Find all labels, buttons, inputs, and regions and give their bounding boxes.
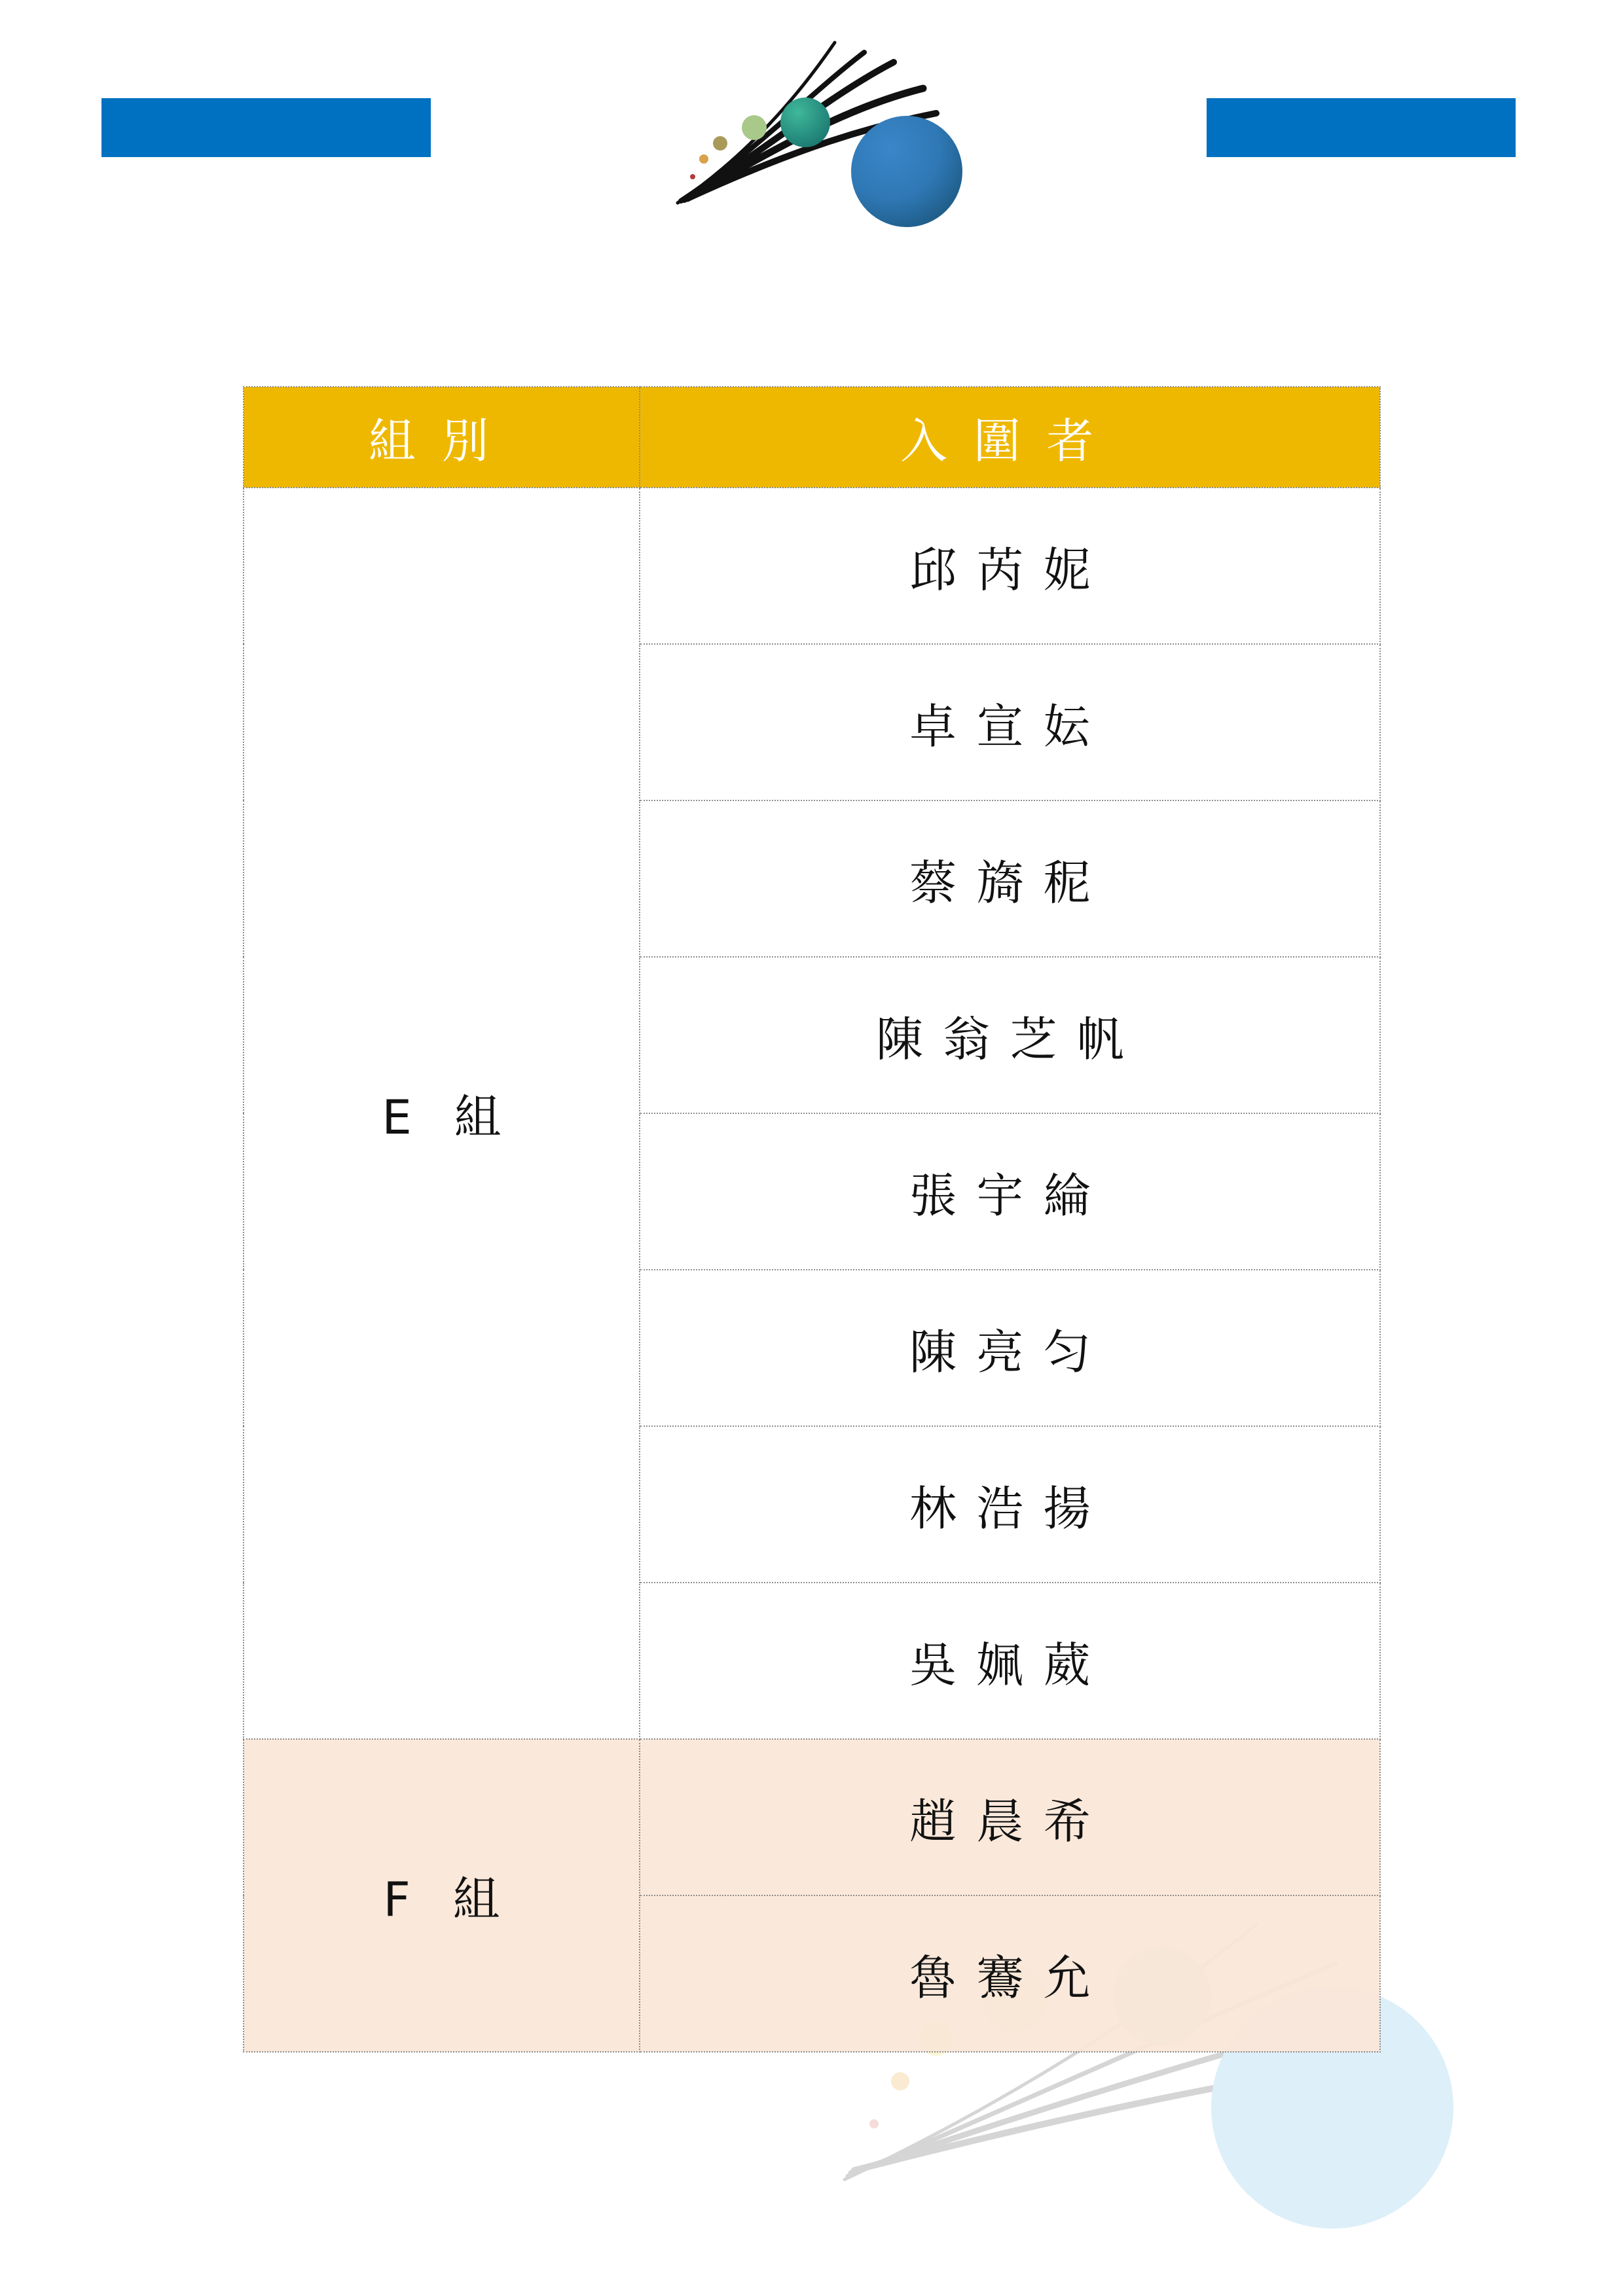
group-letter: F [383, 1872, 410, 1927]
header-group: 組別 [244, 387, 640, 488]
finalist-name: 趙晨希 [640, 1739, 1380, 1895]
table-row [244, 488, 1380, 644]
group-cell-f [244, 1739, 640, 2052]
header-finalists: 入圍者 [640, 387, 1380, 488]
finalist-name: 張宇綸 [640, 1113, 1380, 1270]
table-header-row [244, 387, 1380, 488]
finalist-name: 卓宣妘 [640, 644, 1380, 800]
finalist-table [243, 386, 1381, 2053]
finalist-name: 林浩揚 [640, 1426, 1380, 1583]
finalist-name: 邱芮妮 [640, 488, 1380, 644]
planet-comet-logo-icon [668, 36, 982, 239]
left-blue-bar [101, 98, 431, 157]
finalist-name: 陳亮匀 [640, 1270, 1380, 1426]
right-blue-bar [1207, 98, 1516, 157]
finalist-name: 魯鶱允 [640, 1895, 1380, 2052]
group-cell-e [244, 488, 640, 1739]
table-row [244, 1739, 1380, 1895]
group-letter: E [382, 1090, 412, 1145]
finalist-name: 吳姵葳 [640, 1583, 1380, 1739]
group-label: 組 [452, 1872, 500, 1927]
group-label: 組 [454, 1090, 501, 1145]
finalist-name: 陳翁芝帆 [640, 957, 1380, 1113]
finalist-name: 蔡旖秜 [640, 800, 1380, 957]
